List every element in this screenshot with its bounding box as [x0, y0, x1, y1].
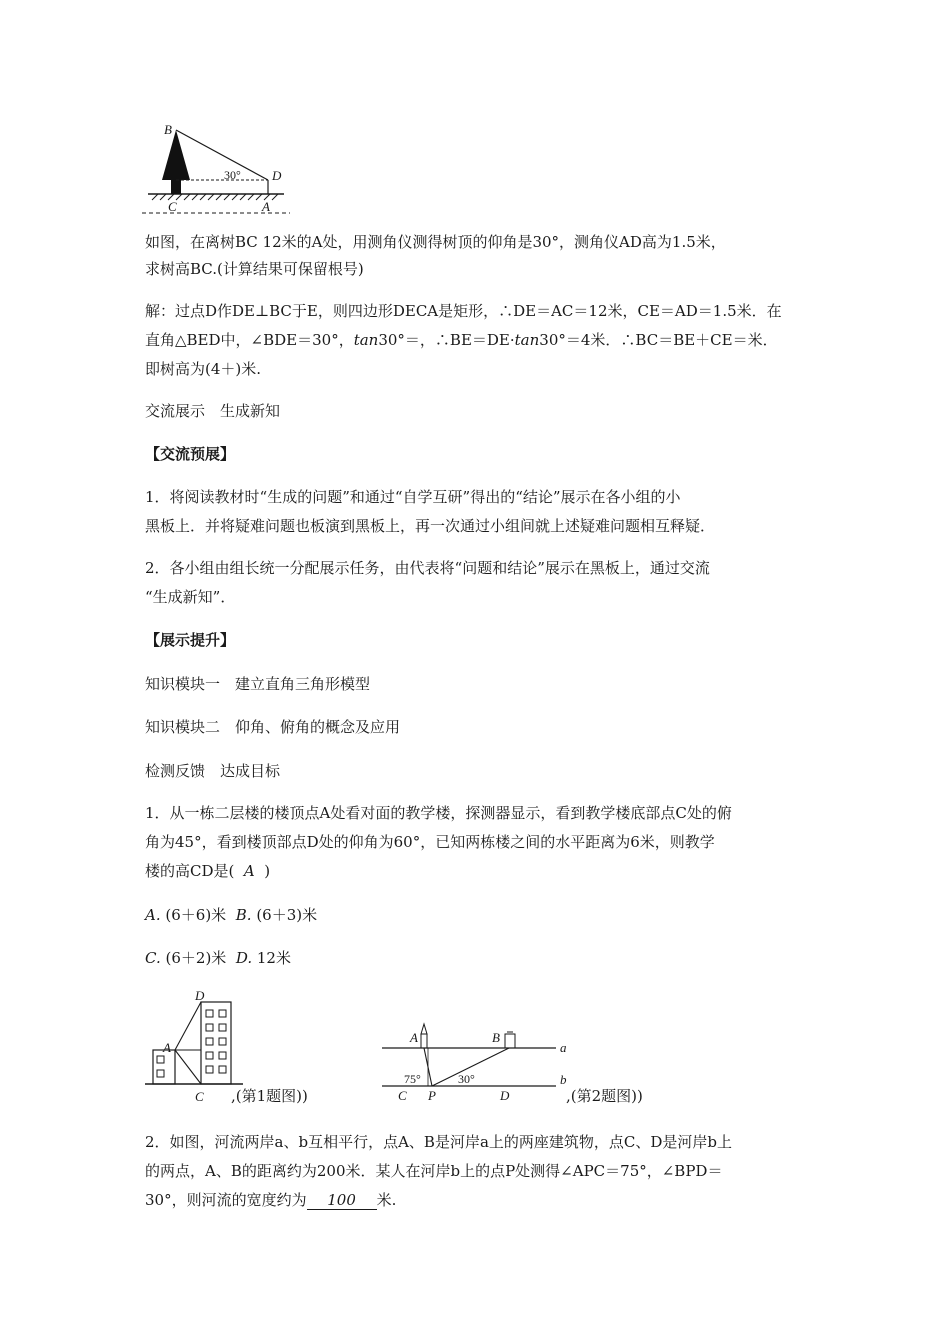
tower-A — [421, 1034, 427, 1048]
heading-exchange-preview: 【交流预展】 — [145, 445, 236, 463]
problem-line-1: 如图，在离树BC 12米的A处，用测角仪测得树顶的仰角是30°，测角仪AD高为1.5米， — [145, 233, 726, 251]
fig1-label-D: D — [195, 988, 205, 1003]
problem-line-2: 求树高BC.(计算结果可保留根号) — [145, 260, 364, 278]
tree-shape — [162, 130, 190, 180]
fig2-label-C: C — [398, 1088, 407, 1103]
angle-label: 30° — [224, 168, 241, 182]
label-B: B — [164, 122, 172, 137]
fig2-label-P: P — [428, 1088, 436, 1103]
fig2-label-a: a — [560, 1040, 567, 1055]
solution-line-3: 即树高为(4＋)米. — [145, 360, 262, 378]
fig2-angle-75: 75° — [404, 1072, 421, 1086]
tree-trunk — [171, 176, 181, 194]
solution-line-2: 直角△BED中，∠BDE＝30°，tan30°＝，∴BE＝DE·tan30°＝4米．∴BC＝BE＋CE＝米． — [145, 331, 778, 349]
q1-options-cd: C. (6＋2)米 D. 12米 — [145, 949, 291, 967]
q1-line-2: 角为45°，看到楼顶部点D处的仰角为60°，已知两栋楼之间的水平距离为6米，则教学 — [145, 833, 715, 851]
building-B — [505, 1034, 515, 1048]
fig2-label-B: B — [492, 1030, 500, 1045]
fig2-label-b: b — [560, 1072, 567, 1087]
q2-line-3: 30°，则河流的宽度约为 100 米. — [145, 1191, 397, 1209]
fig1-label-C: C — [195, 1089, 204, 1104]
label-A: A — [262, 199, 270, 214]
q2-line-1: 2．如图，河流两岸a、b互相平行，点A、B是河岸a上的两座建筑物，点C、D是河岸b上 — [145, 1133, 732, 1151]
q1-options-ab: A. (6＋6)米 B. (6＋3)米 — [145, 906, 318, 924]
item1-line-1: 1．将阅读教材时“生成的问题”和通过“自学互研”得出的“结论”展示在各小组的小 — [145, 488, 681, 506]
heading-feedback: 检测反馈 达成目标 — [145, 762, 281, 780]
q1-line-1: 1．从一栋二层楼的楼顶点A处看对面的教学楼，探测器显示，看到教学楼底部点C处的俯 — [145, 804, 732, 822]
q2-answer: 100 — [307, 1191, 377, 1210]
figure-1-buildings — [143, 988, 243, 1104]
short-building — [153, 1050, 175, 1084]
heading-module2: 知识模块二 仰角、俯角的概念及应用 — [145, 718, 401, 736]
fig2-caption: ,(第2题图)) — [566, 1087, 643, 1105]
heading-module1: 知识模块一 建立直角三角形模型 — [145, 675, 371, 693]
heading-show-improve: 【展示提升】 — [145, 631, 236, 649]
q2-line-2: 的两点，A、B的距离约为200米．某人在河岸b上的点P处测得∠APC＝75°，∠BPD＝ — [145, 1162, 723, 1180]
q1-line-3: 楼的高CD是( A ) — [145, 862, 271, 880]
fig1-label-A: A — [163, 1040, 171, 1055]
solution-line-1: 解：过点D作DE⊥BC于E，则四边形DECA是矩形，∴DE＝AC＝12米，CE＝AD＝1.5米．在 — [145, 302, 782, 320]
item1-line-2: 黑板上．并将疑难问题也板演到黑板上，再一次通过小组间就上述疑难问题相互释疑． — [145, 517, 716, 535]
tree-elevation-figure — [138, 118, 298, 218]
label-D: D — [272, 168, 282, 183]
fig2-angle-30: 30° — [458, 1072, 475, 1086]
q1-answer: A — [243, 862, 255, 880]
fig2-label-A: A — [410, 1030, 418, 1045]
item2-line-1: 2．各小组由组长统一分配展示任务，由代表将“问题和结论”展示在黑板上，通过交流 — [145, 559, 710, 577]
heading-exchange: 交流展示 生成新知 — [145, 402, 281, 420]
item2-line-2: “生成新知”． — [145, 588, 236, 606]
figure-2-river — [378, 1018, 574, 1104]
fig1-caption: ,(第1题图)) — [231, 1087, 308, 1105]
fig2-label-D: D — [500, 1088, 510, 1103]
label-C: C — [168, 199, 177, 214]
